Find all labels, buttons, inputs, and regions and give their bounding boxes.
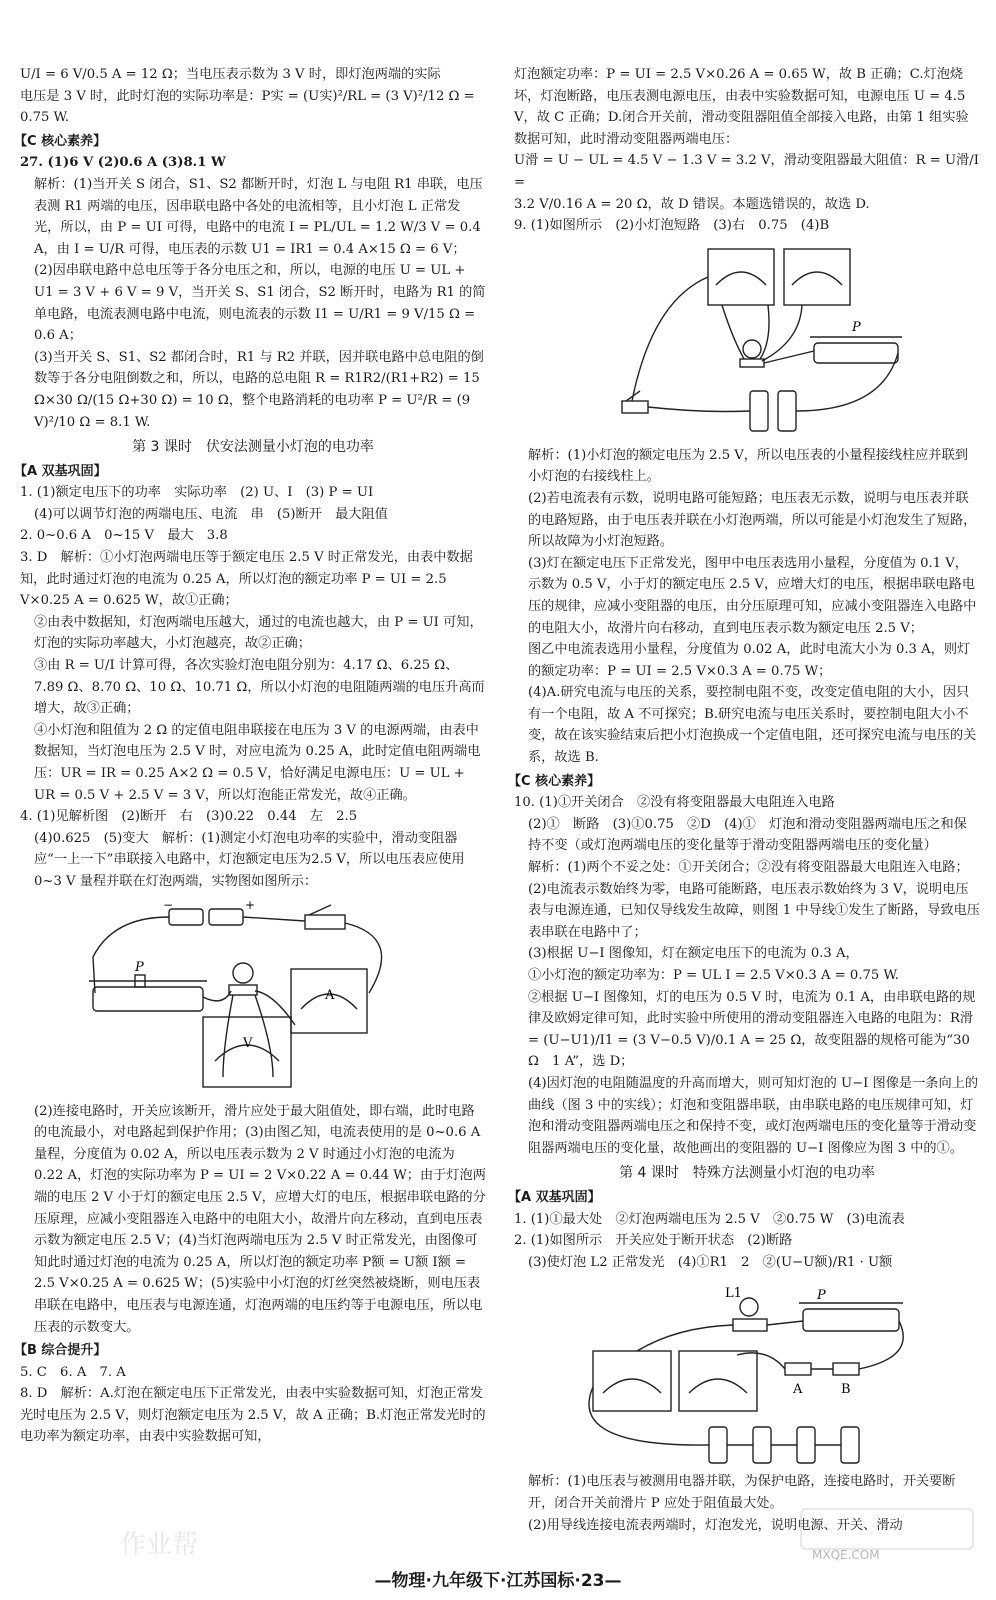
paragraph: (2)电流表示数始终为零，电路可能断路，电压表示数始终为 3 V，说明电压表与电源连通，已知仅导线发生故障，则图 1 中导线①发生了断路，导致电压表串联在电路中了； [528, 881, 980, 940]
circuit-figure-b [582, 241, 912, 441]
paragraph: (2)因串联电路中总电压等于各分电压之和，所以，电源的电压 U = UL + U1 = 3 V + 6 V = 9 V，当开关 S、S1 闭合，S2 断开时，电路为 R1 的简单电路，电流表测电路中电流，则电流表的示数 I1 = U/R1 = 9 V/15 Ω = 0.6 A； [34, 263, 486, 344]
section-heading: 【A 双基巩固】 [508, 1189, 601, 1205]
paragraph: 2. 0~0.6 A 0~15 V 最大 3.8 [20, 528, 228, 544]
paragraph: (2)用导线连接电流表两端时，灯泡发光，说明电源、开关、滑动 [528, 1517, 903, 1533]
paragraph: 9. (1)如图所示 (2)小灯泡短路 (3)右 0.75 (4)B [514, 218, 830, 234]
label-p: P [135, 959, 144, 975]
paragraph: (4)因灯泡的电阻随温度的升高而增大，则可知灯泡的 U−I 图像是一条向上的曲线（图 3 中的实线）；灯泡和变阻器串联，由串联电路的电压规律可知，灯泡和滑动变阻器两端电压之和保持不变，或灯泡两端电压的变化量等于滑动变阻器两端电压的变化量，故他画出的变阻器的 U−I 图像应为图 3 中的①。 [528, 1075, 979, 1156]
label-a: A [793, 1382, 803, 1398]
label-p: P [817, 1288, 826, 1304]
paragraph: 4. (1)见解析图 (2)断开 右 (3)0.22 0.44 左 2.5 [20, 809, 358, 825]
paragraph: U滑 = U − UL = 4.5 V − 1.3 V = 3.2 V，滑动变阻器最大阻值：R = U滑/I = [514, 153, 979, 190]
figure-c [567, 1277, 927, 1467]
section-heading: 【C 核心素养】 [508, 773, 601, 789]
label-v: V [243, 1035, 253, 1051]
paragraph: 解析：(1)当开关 S 闭合，S1、S2 都断开时，灯泡 L 与电阻 R1 串联，电压表测 R1 两端的电压，因串联电路中各处的电流相等，且小灯泡 L 正常发光，所以，由 P = UI 可得，电路中的电流 I = PL/UL = 1.2 W/3 V = 0.4 A，由 I = U/R 可得，电压表的示数 U1 = IR1 = 0.4 A×15 Ω = 6 V； [34, 176, 483, 257]
paragraph: 3. D 解析：①小灯泡两端电压等于额定电压 2.5 V 时正常发光，由表中数据知，此时通过灯泡的电流为 0.25 A，所以灯泡的额定功率 P = UI = 2.5 V×0.25 A = 0.625 W，故①正确； [20, 550, 473, 609]
paragraph: 3.2 V/0.16 A = 20 Ω，故 D 错误。本题选错误的，故选 D. [514, 196, 870, 212]
label-a: A [325, 987, 335, 1003]
paragraph: (2)连接电路时，开关应该断开，滑片应处于最大阻值处，即右端，此时电路的电流最小，对电路起到保护作用；(3)由图乙知，电流表使用的是 0~0.6 A 量程，分度值为 0.02 A，所以电压表示数为 2 V 时通过小灯泡的电流为 0.22 A，灯泡的实际功率为 P = UI = 2 V×0.22 A = 0.44 W；由于灯泡两端的电压 2 V 小于灯的额定电压 2.5 V，应增大灯的电压，根据串联电路的分压原理，应减小变阻器连入电路中的电阻大小，故滑片向左移动，直到电压表示数为额定电压 2.5 V；(4)当灯泡两端电压为 2.5 V 时正常发光，由图像可知此时通过灯泡的电流为 0.25 A，所以灯泡的额定功率 P额 = U额 I额 = 2.5 V×0.25 A = 0.625 W；(5)实验中小灯泡的灯丝突然被烧断，则电压表串联在电路中，电压表与电源连通，灯泡两端的电压约等于电源电压，所以电压表的示数变大。 [34, 1103, 486, 1335]
paragraph: ②由表中数据知，灯泡两端电压越大，通过的电流也越大，由 P = UI 可知，灯泡的实际功率越大，小灯泡越亮，故②正确； [34, 614, 483, 652]
circuit-figure-c [567, 1277, 927, 1467]
section-heading: 【B 综合提升】 [14, 1343, 107, 1359]
label-minus: − [163, 897, 174, 912]
paragraph: (2)若电流表有示数，说明电路可能短路；电压表无示数，说明与电压表并联的电路短路，由于电压表并联在小灯泡两端，所以可能是小灯泡发生了短路，所以故障为小灯泡短路。 [528, 490, 977, 550]
left-column [14, 64, 486, 1448]
section-heading: 【A 双基巩固】 [14, 463, 107, 479]
paragraph: ①小灯泡的额定功率为：P = UL I = 2.5 V×0.3 A = 0.75 W. [528, 968, 899, 983]
paragraph: (3)当开关 S、S1、S2 都闭合时，R1 与 R2 并联，因并联电路中总电阻的倒数等于各分电阻倒数之和，所以，电路的总电阻 R = R1R2/(R1+R2) = 15 Ω×30 Ω/(15 Ω+30 Ω) = 10 Ω，整个电路消耗的电功率 P = U²/R = (9 V)²/10 Ω = 8.1 W. [34, 349, 484, 430]
lesson-title: 第 3 课时 伏安法测量小灯泡的电功率 [132, 439, 374, 456]
label-p: P [852, 319, 861, 335]
paragraph: (4)可以调节灯泡的两端电压、电流 串 (5)断开 最大阻值 [34, 506, 388, 522]
figure-b [582, 241, 912, 441]
paragraph: 0.75 W. [20, 110, 69, 126]
watermark-left: 作业帮 [120, 1530, 199, 1560]
figure-a [73, 897, 433, 1097]
paragraph: U/I = 6 V/0.5 A = 12 Ω；当电压表示数为 3 V 时，即灯泡两端的实际 [20, 67, 441, 82]
page-footer: —物理·九年级下·江苏国标·23— [374, 1571, 622, 1591]
paragraph: 解析：(1)电压表与被测用电器并联，为保护电路，连接电路时，开关要断开，闭合开关前滑片 P 应处于阻值最大处。 [528, 1474, 956, 1511]
paragraph: 解析：(1)小灯泡的额定电压为 2.5 V，所以电压表的小量程接线柱应并联到小灯泡的右接线柱上。 [528, 447, 968, 485]
watermark-logo [800, 1508, 974, 1550]
paragraph: 8. D 解析：A.灯泡在额定电压下正常发光，由表中实验数据可知，灯泡正常发光时电压为 2.5 V，则灯泡额定电压为 2.5 V，故 A 正确；B.灯泡正常发光时的电功率为额定功率，由表中实验数据可知， [20, 1386, 486, 1445]
watermark-url: MXQE.COM [812, 1548, 880, 1562]
paragraph: 电压是 3 V 时，此时灯泡的实际功率是：P实 = (U实)²/RL = (3 V)²/12 Ω = [20, 88, 475, 104]
paragraph: ④小灯泡和阻值为 2 Ω 的定值电阻串联接在电压为 3 V 的电源两端，由表中数据知，当灯泡电压为 2.5 V 时，对应电流为 0.25 A，此时定值电阻两端电压：UR = IR = 0.25 A×2 Ω = 0.5 V，恰好满足电源电压：U = UL + UR = 0.5 V + 2.5 V = 3 V，所以灯泡能正常发光，故④正确。 [34, 722, 481, 803]
paragraph: (3)使灯泡 L2 正常发光 (4)①R1 2 ②(U−U额)/R1 · U额 [528, 1254, 893, 1270]
lesson-title: 第 4 课时 特殊方法测量小灯泡的电功率 [619, 1165, 875, 1182]
circuit-figure-a [73, 897, 433, 1097]
paragraph: 5. C 6. A 7. A [20, 1364, 126, 1380]
section-heading: 【C 核心素养】 [14, 133, 107, 149]
paragraph: (3)根据 U−I 图像知，灯在额定电压下的电流为 0.3 A， [528, 946, 859, 962]
paragraph: 图乙中电流表选用小量程，分度值为 0.02 A，此时电流大小为 0.3 A，则灯的额定功率：P = UI = 2.5 V×0.3 A = 0.75 W； [528, 642, 971, 679]
right-column [508, 64, 980, 1536]
paragraph: 1. (1)额定电压下的功率 实际功率 (2) U、I (3) P = UI [20, 485, 374, 501]
label-b: B [841, 1382, 851, 1398]
paragraph: 10. (1)①开关闭合 ②没有将变阻器最大电阻连入电路 [514, 795, 835, 811]
label-l1: L1 [725, 1286, 742, 1302]
paragraph: ③由 R = U/I 计算可得，各次实验灯泡电阻分别为：4.17 Ω、6.25 Ω、7.89 Ω、8.70 Ω、10 Ω、10.71 Ω，所以小灯泡的电阻随两端的电压升高而增大，故③正确； [34, 658, 485, 717]
paragraph: 27. (1)6 V (2)0.6 A (3)8.1 W [20, 155, 226, 171]
paragraph: 1. (1)①最大处 ②灯泡两端电压为 2.5 V ②0.75 W (3)电流表 [514, 1211, 905, 1227]
paragraph: (2)① 断路 (3)①0.75 ②D (4)① 灯泡和滑动变阻器两端电压之和保持不变（或灯泡两端电压的变化量等于滑动变阻器两端电压的变化量） [528, 816, 967, 854]
label-plus: + [245, 897, 256, 912]
paragraph: ②根据 U−I 图像知，灯的电压为 0.5 V 时，电流为 0.1 A，由串联电路的规律及欧姆定律可知，此时实验中所使用的滑动变阻器连入电路的电阻为：R滑 = (U−U1)/I1 = (3 V−0.5 V)/0.1 A = 25 Ω，故变阻器的规格可能为“30 Ω 1 A”，选 D； [528, 989, 976, 1070]
paragraph: 解析：(1)两个不妥之处：①开关闭合；②没有将变阻器最大电阻连入电路； [528, 860, 969, 876]
paragraph: (4)A.研究电流与电压的关系，要控制电阻不变，改变定值电阻的大小，因只有一个电阻，故 A 不可探究；B.研究电流与电压关系时，要控制电阻大小不变，故在该实验结束后把小灯泡换成一个定值电阻，还可探究电流与电压的关系，故选 B. [528, 685, 977, 766]
paragraph: (4)0.625 (5)变大 解析：(1)测定小灯泡电功率的实验中，滑动变阻器应“一上一下”串联接入电路中，灯泡额定电压为2.5 V，所以电压表应使用 0~3 V 量程并联在灯泡两端，实物图如图所示： [34, 830, 465, 889]
paragraph: 2. (1)如图所示 开关应处于断开状态 (2)断路 [514, 1233, 793, 1249]
paragraph: (3)灯在额定电压下正常发光，图甲中电压表选用小量程，分度值为 0.1 V，示数为 0.5 V，小于灯的额定电压 2.5 V，应增大灯的电压，根据串联电路电压的规律，应减小变阻器的电压，由分压原理可知，应减小变阻器连入电路中的电阻大小，故滑片向右移动，直到电压表示数为额定电压 2.5 V； [528, 555, 977, 636]
paragraph: 灯泡额定功率：P = UI = 2.5 V×0.26 A = 0.65 W，故 B 正确；C.灯泡烧坏，灯泡断路，电压表测电源电压，由表中实验数据可知，电源电压 U = 4.5 V，故 C 正确；D.闭合开关前，滑动变阻器阻值全部接入电路，由第 1 组实验数据可知，此时滑动变阻器两端电压： [514, 67, 969, 147]
